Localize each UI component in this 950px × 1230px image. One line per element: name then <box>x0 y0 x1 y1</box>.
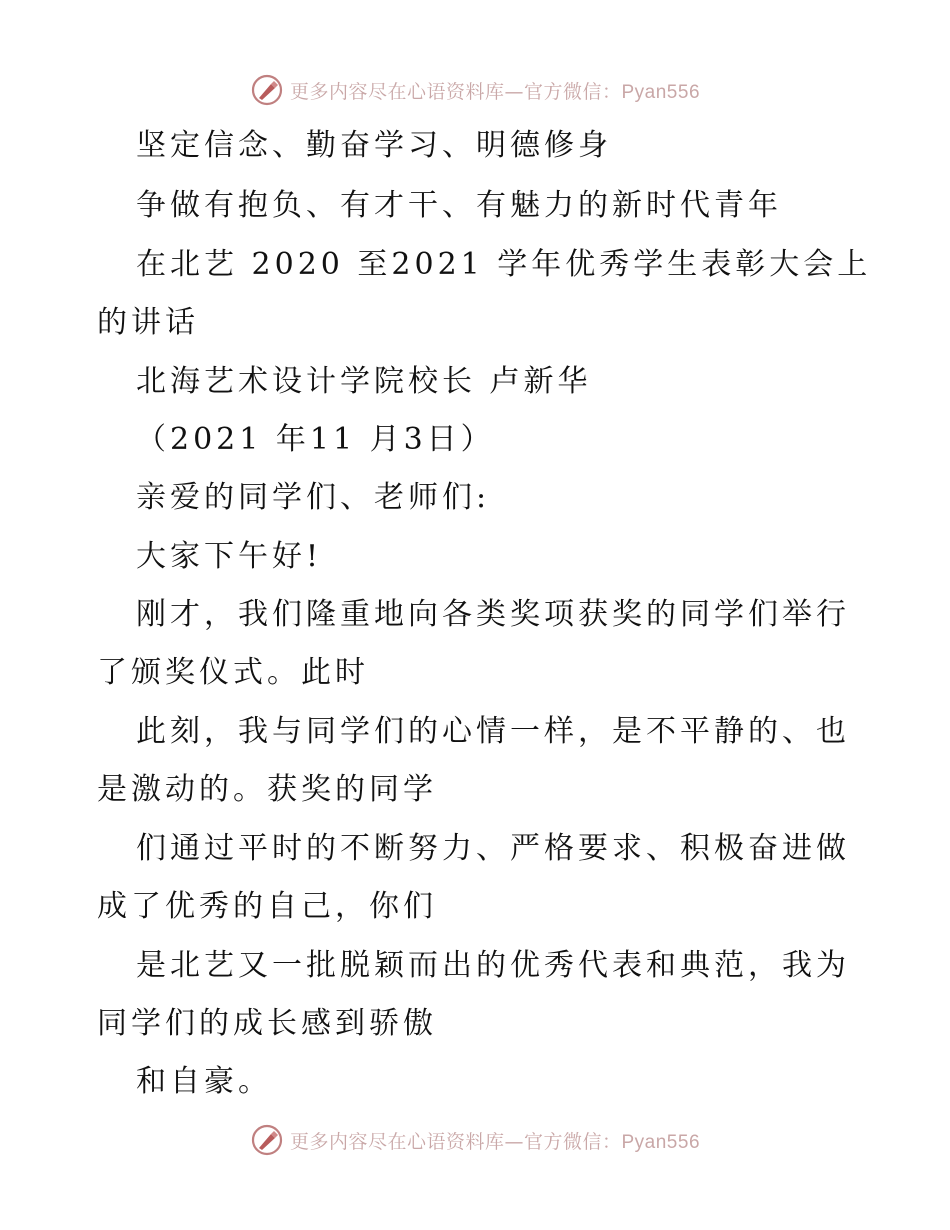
watermark-text: 更多内容尽在心语资料库—官方微信：Pyan556 <box>289 80 701 103</box>
doc-salutation-line: 亲爱的同学们、老师们: <box>136 480 491 515</box>
doc-author-line: 北海艺术设计学院校长 卢新华 <box>136 364 592 399</box>
doc-greeting-line: 大家下午好! <box>136 539 323 574</box>
doc-paragraph-line: 此刻，我与同学们的心情一样，是不平静的、也 <box>136 714 850 749</box>
doc-paragraph-line: 是北艺又一批脱颖而出的优秀代表和典范，我为 <box>136 948 850 983</box>
doc-paragraph-line: 是激动的。获奖的同学 <box>97 772 437 807</box>
pen-nib-circle-icon <box>250 1123 284 1157</box>
doc-paragraph-line: 同学们的成长感到骄傲 <box>97 1006 437 1041</box>
pen-nib-circle-icon <box>250 73 284 107</box>
doc-subtitle-line: 争做有抱负、有才干、有魅力的新时代青年 <box>136 188 782 223</box>
doc-paragraph-line: 刚才，我们隆重地向各类奖项获奖的同学们举行 <box>136 597 850 632</box>
doc-paragraph-line: 了颁奖仪式。此时 <box>97 655 369 690</box>
watermark-header <box>0 70 950 110</box>
doc-date-line: （2021 年11 月3日） <box>136 422 495 457</box>
doc-paragraph-line: 们通过平时的不断努力、严格要求、积极奋进做 <box>136 831 850 866</box>
watermark-footer <box>0 1120 950 1160</box>
doc-title-line: 坚定信念、勤奋学习、明德修身 <box>136 128 612 163</box>
watermark-text: 更多内容尽在心语资料库—官方微信：Pyan556 <box>289 1130 701 1153</box>
doc-paragraph-line: 和自豪。 <box>136 1064 272 1099</box>
doc-occasion-line-cont: 的讲话 <box>97 305 199 340</box>
doc-paragraph-line: 成了优秀的自己，你们 <box>97 889 437 924</box>
doc-occasion-line: 在北艺 2020 至2021 学年优秀学生表彰大会上 <box>136 247 872 282</box>
